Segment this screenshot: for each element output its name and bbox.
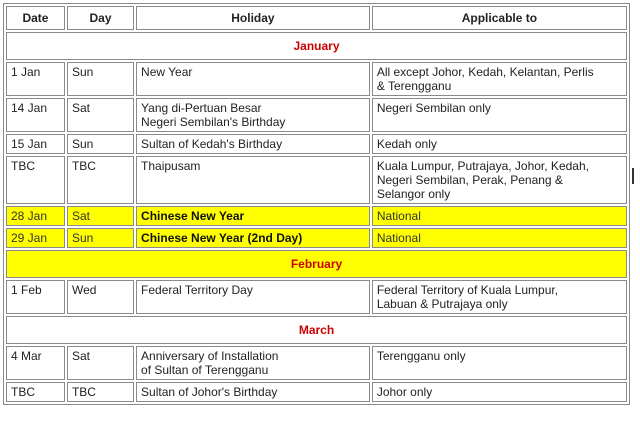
cell-day: Sat — [67, 98, 134, 132]
cell-day: Sat — [67, 346, 134, 380]
cell-day: TBC — [67, 382, 134, 402]
cell-holiday: New Year — [136, 62, 370, 96]
header-applicable: Applicable to — [372, 6, 627, 30]
cell-date: TBC — [6, 156, 65, 204]
cell-holiday: Federal Territory Day — [136, 280, 370, 314]
month-march: March — [6, 316, 627, 344]
cell-day: Sun — [67, 228, 134, 248]
table-row — [6, 280, 627, 314]
cell-date: TBC — [6, 382, 65, 402]
cell-date: 14 Jan — [6, 98, 65, 132]
cell-day: Sat — [67, 206, 134, 226]
cell-holiday: Anniversary of Installation of Sultan of Terengganu — [136, 346, 370, 380]
month-row-february — [6, 250, 627, 278]
table-row-highlighted — [6, 228, 627, 248]
cell-holiday: Chinese New Year (2nd Day) — [136, 228, 370, 248]
table-row — [6, 134, 627, 154]
table-row — [6, 98, 627, 132]
cell-applicable: National — [372, 206, 627, 226]
header-date: Date — [6, 6, 65, 30]
month-february: February — [6, 250, 627, 278]
holiday-table — [3, 3, 630, 405]
cell-holiday: Sultan of Johor's Birthday — [136, 382, 370, 402]
cell-applicable: Federal Territory of Kuala Lumpur, Labuan & Putrajaya only — [372, 280, 627, 314]
table-row-highlighted — [6, 206, 627, 226]
cell-day: Sun — [67, 134, 134, 154]
cell-date: 29 Jan — [6, 228, 65, 248]
cell-holiday: Chinese New Year — [136, 206, 370, 226]
scroll-marker — [632, 168, 634, 184]
table-row — [6, 156, 627, 204]
cell-day: Sun — [67, 62, 134, 96]
cell-applicable: All except Johor, Kedah, Kelantan, Perlis & Terengganu — [372, 62, 627, 96]
month-row-march — [6, 316, 627, 344]
cell-applicable: Kedah only — [372, 134, 627, 154]
cell-holiday: Thaipusam — [136, 156, 370, 204]
cell-holiday: Yang di-Pertuan Besar Negeri Sembilan's Birthday — [136, 98, 370, 132]
cell-day: Wed — [67, 280, 134, 314]
table-row — [6, 346, 627, 380]
cell-applicable: Kuala Lumpur, Putrajaya, Johor, Kedah, Negeri Sembilan, Perak, Penang & Selangor only — [372, 156, 627, 204]
cell-date: 4 Mar — [6, 346, 65, 380]
header-holiday: Holiday — [136, 6, 370, 30]
table-row — [6, 382, 627, 402]
header-row — [6, 6, 627, 30]
cell-applicable: National — [372, 228, 627, 248]
month-row-january — [6, 32, 627, 60]
cell-date: 1 Feb — [6, 280, 65, 314]
cell-date: 15 Jan — [6, 134, 65, 154]
cell-date: 1 Jan — [6, 62, 65, 96]
cell-applicable: Negeri Sembilan only — [372, 98, 627, 132]
cell-applicable: Terengganu only — [372, 346, 627, 380]
cell-date: 28 Jan — [6, 206, 65, 226]
cell-holiday: Sultan of Kedah's Birthday — [136, 134, 370, 154]
table-row — [6, 62, 627, 96]
cell-applicable: Johor only — [372, 382, 627, 402]
month-january: January — [6, 32, 627, 60]
header-day: Day — [67, 6, 134, 30]
cell-day: TBC — [67, 156, 134, 204]
